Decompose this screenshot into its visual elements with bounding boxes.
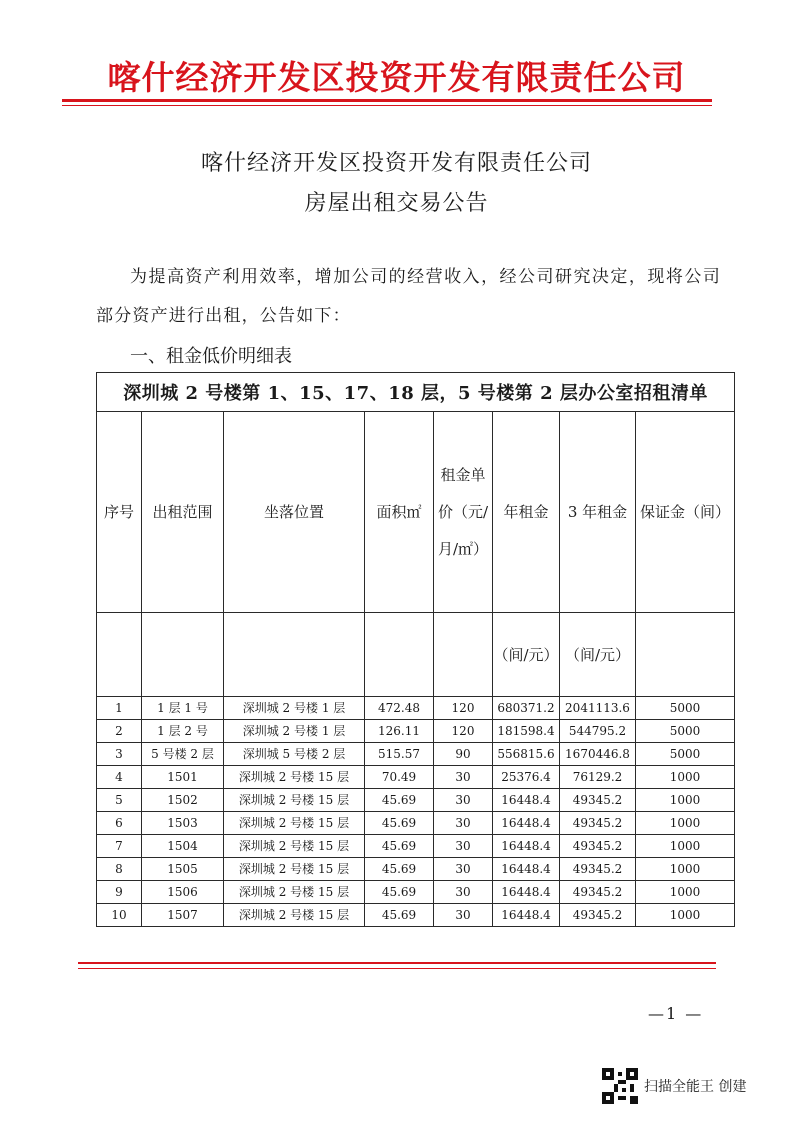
cell-deposit: 1000 (636, 812, 735, 835)
table-row (97, 881, 735, 904)
header-seq-text: 序号 (103, 502, 134, 521)
header-location-text: 坐落位置 (263, 502, 324, 521)
cell-scope: 1501 (142, 766, 224, 789)
cell-location: 深圳城 2 号楼 15 层 (224, 812, 365, 835)
cell-unit-price: 120 (434, 720, 493, 743)
notice-title: 房屋出租交易公告 (304, 191, 489, 216)
scanner-label: 扫描全能王 创建 (644, 1079, 747, 1095)
cell-rent-3yr: 544795.2 (560, 720, 636, 743)
cell-seq: 2 (97, 720, 142, 743)
cell-unit-price: 30 (434, 858, 493, 881)
cell-rent-3yr: 49345.2 (560, 789, 636, 812)
cell-seq: 9 (97, 881, 142, 904)
cell-deposit: 5000 (636, 697, 735, 720)
cell-scope: 1503 (142, 812, 224, 835)
cell-seq: 10 (97, 904, 142, 927)
header-scope (142, 412, 224, 613)
header-location (224, 412, 365, 613)
cell-location: 深圳城 2 号楼 15 层 (224, 881, 365, 904)
cell-annual-rent: 16448.4 (493, 858, 560, 881)
table-row (97, 812, 735, 835)
letterhead-rule-thick (62, 99, 712, 102)
header-area (365, 412, 434, 613)
cell-deposit: 1000 (636, 881, 735, 904)
notice-paragraph: 为提高资产利用效率，增加公司的经营收入，经公司研究决定，现将公司部分资产进行出租，公告如下： (96, 267, 721, 326)
table-row (97, 858, 735, 881)
table-row (97, 743, 735, 766)
cell-seq: 3 (97, 743, 142, 766)
rent-3yr-unit: （间/元） (560, 613, 636, 697)
scanner-watermark (602, 1068, 746, 1104)
cell-annual-rent: 680371.2 (493, 697, 560, 720)
unit-cell-empty (142, 613, 224, 697)
cell-area: 515.57 (365, 743, 434, 766)
cell-area: 45.69 (365, 835, 434, 858)
footer-rule-thick (78, 962, 716, 964)
table-body (97, 697, 735, 927)
cell-location: 深圳城 2 号楼 1 层 (224, 720, 365, 743)
table-row (97, 835, 735, 858)
cell-annual-rent: 25376.4 (493, 766, 560, 789)
header-unit-price (434, 412, 493, 613)
cell-seq: 6 (97, 812, 142, 835)
unit-cell-empty (636, 613, 735, 697)
cell-rent-3yr: 76129.2 (560, 766, 636, 789)
section-heading: 一、租金低价明细表 (130, 346, 292, 367)
cell-scope: 1502 (142, 789, 224, 812)
header-rent-3yr-text: 3 年租金 (567, 502, 628, 521)
cell-unit-price: 30 (434, 904, 493, 927)
cell-scope: 1507 (142, 904, 224, 927)
cell-rent-3yr: 49345.2 (560, 881, 636, 904)
unit-cell-empty (224, 613, 365, 697)
cell-annual-rent: 556815.6 (493, 743, 560, 766)
cell-annual-rent: 181598.4 (493, 720, 560, 743)
cell-scope: 1506 (142, 881, 224, 904)
cell-location: 深圳城 2 号楼 1 层 (224, 697, 365, 720)
cell-annual-rent: 16448.4 (493, 835, 560, 858)
cell-unit-price: 120 (434, 697, 493, 720)
cell-seq: 5 (97, 789, 142, 812)
letterhead-company: 喀什经济开发区投资开发有限责任公司 (107, 58, 686, 97)
cell-location: 深圳城 5 号楼 2 层 (224, 743, 365, 766)
page-number: —1 — (648, 1004, 704, 1023)
table-caption: 深圳城 2 号楼第 1、15、17、18 层，5 号楼第 2 层办公室招租清单 (97, 373, 735, 412)
header-annual-rent (493, 412, 560, 613)
cell-deposit: 1000 (636, 789, 735, 812)
table-row (97, 720, 735, 743)
cell-rent-3yr: 49345.2 (560, 858, 636, 881)
cell-deposit: 1000 (636, 766, 735, 789)
notice-title-company: 喀什经济开发区投资开发有限责任公司 (200, 151, 592, 176)
header-deposit (636, 412, 735, 613)
cell-location: 深圳城 2 号楼 15 层 (224, 904, 365, 927)
header-deposit-text: 保证金（间） (640, 502, 731, 521)
cell-deposit: 1000 (636, 904, 735, 927)
cell-scope: 1 层 1 号 (142, 697, 224, 720)
table-row (97, 766, 735, 789)
cell-rent-3yr: 49345.2 (560, 835, 636, 858)
cell-location: 深圳城 2 号楼 15 层 (224, 858, 365, 881)
cell-area: 70.49 (365, 766, 434, 789)
qr-code-icon (602, 1068, 638, 1104)
rental-table (96, 372, 735, 927)
cell-deposit: 1000 (636, 858, 735, 881)
cell-location: 深圳城 2 号楼 15 层 (224, 835, 365, 858)
header-scope-text: 出租范围 (152, 502, 213, 521)
header-seq (97, 412, 142, 613)
cell-rent-3yr: 49345.2 (560, 904, 636, 927)
cell-location: 深圳城 2 号楼 15 层 (224, 766, 365, 789)
cell-annual-rent: 16448.4 (493, 812, 560, 835)
annual-rent-unit: （间/元） (493, 613, 560, 697)
header-unit-price-text: 租金单价（元/月/㎡） (437, 465, 489, 558)
cell-annual-rent: 16448.4 (493, 789, 560, 812)
cell-unit-price: 90 (434, 743, 493, 766)
unit-cell-empty (97, 613, 142, 697)
cell-area: 45.69 (365, 789, 434, 812)
cell-annual-rent: 16448.4 (493, 904, 560, 927)
cell-seq: 8 (97, 858, 142, 881)
table-row (97, 697, 735, 720)
letterhead-rule-thin (62, 105, 712, 106)
cell-rent-3yr: 2041113.6 (560, 697, 636, 720)
unit-cell-empty (365, 613, 434, 697)
cell-area: 45.69 (365, 904, 434, 927)
cell-scope: 1505 (142, 858, 224, 881)
unit-cell-empty (434, 613, 493, 697)
footer-rule-thin (78, 968, 716, 969)
cell-scope: 1 层 2 号 (142, 720, 224, 743)
cell-unit-price: 30 (434, 812, 493, 835)
cell-seq: 4 (97, 766, 142, 789)
table-row (97, 904, 735, 927)
header-annual-rent-text: 年租金 (503, 502, 549, 521)
cell-deposit: 5000 (636, 720, 735, 743)
cell-location: 深圳城 2 号楼 15 层 (224, 789, 365, 812)
cell-unit-price: 30 (434, 881, 493, 904)
table-row (97, 789, 735, 812)
cell-scope: 5 号楼 2 层 (142, 743, 224, 766)
cell-rent-3yr: 1670446.8 (560, 743, 636, 766)
cell-area: 45.69 (365, 881, 434, 904)
cell-annual-rent: 16448.4 (493, 881, 560, 904)
cell-deposit: 5000 (636, 743, 735, 766)
header-area-text: 面积㎡ (376, 502, 422, 521)
cell-deposit: 1000 (636, 835, 735, 858)
cell-seq: 1 (97, 697, 142, 720)
cell-area: 45.69 (365, 812, 434, 835)
cell-unit-price: 30 (434, 789, 493, 812)
cell-area: 45.69 (365, 858, 434, 881)
cell-scope: 1504 (142, 835, 224, 858)
cell-unit-price: 30 (434, 835, 493, 858)
cell-area: 126.11 (365, 720, 434, 743)
header-rent-3yr (560, 412, 636, 613)
cell-area: 472.48 (365, 697, 434, 720)
cell-rent-3yr: 49345.2 (560, 812, 636, 835)
cell-unit-price: 30 (434, 766, 493, 789)
cell-seq: 7 (97, 835, 142, 858)
